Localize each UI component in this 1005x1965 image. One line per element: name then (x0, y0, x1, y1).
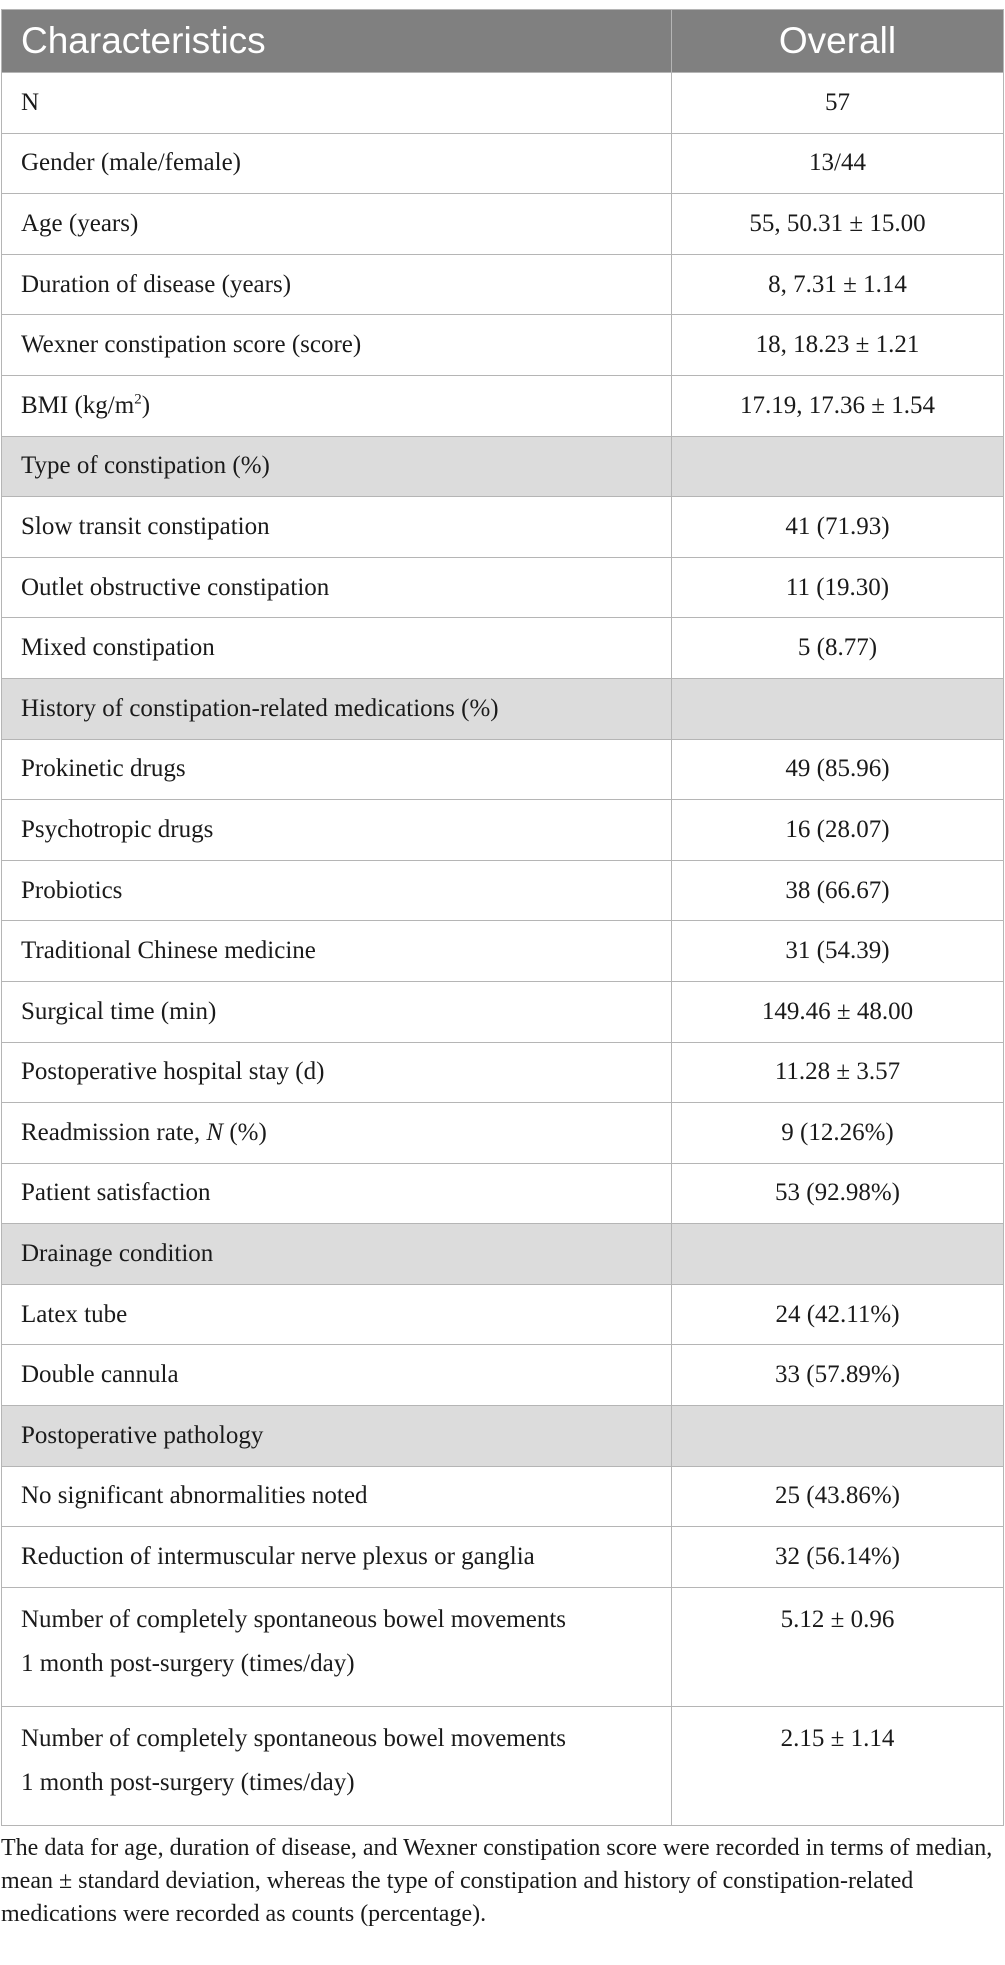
row-value: 32 (56.14%) (672, 1527, 1004, 1588)
row-value: 33 (57.89%) (672, 1345, 1004, 1406)
row-label: Psychotropic drugs (2, 800, 672, 861)
table-row (2, 375, 1004, 436)
table-row (2, 315, 1004, 376)
row-label (2, 1587, 672, 1706)
row-value: 11 (19.30) (672, 557, 1004, 618)
bmi-label-text: BMI (kg/m (21, 391, 135, 419)
table-row (2, 1284, 1004, 1345)
csbm-label-line1: Number of completely spontaneous bowel movements (21, 1724, 567, 1752)
table-row (2, 254, 1004, 315)
characteristics-table (1, 9, 1004, 1826)
header-characteristics: Characteristics (2, 10, 672, 73)
table-row (2, 860, 1004, 921)
section-empty-cell (672, 1224, 1004, 1285)
table-row (2, 1163, 1004, 1224)
row-label: N (2, 73, 672, 134)
bmi-label-superscript: 2 (134, 391, 142, 408)
table-header-row (2, 10, 1004, 73)
row-value: 5.12 ± 0.96 (672, 1587, 1004, 1706)
table-row (2, 739, 1004, 800)
row-label: Mixed constipation (2, 618, 672, 679)
characteristics-table-container (1, 9, 1003, 1826)
row-value: 13/44 (672, 133, 1004, 194)
table-row (2, 133, 1004, 194)
table-row (2, 194, 1004, 255)
table-row (2, 1587, 1004, 1706)
table-row (2, 1103, 1004, 1164)
row-label: Double cannula (2, 1345, 672, 1406)
row-value: 25 (43.86%) (672, 1466, 1004, 1527)
row-label: No significant abnormalities noted (2, 1466, 672, 1527)
readmission-label-text: Readmission rate, (21, 1118, 207, 1146)
row-value: 53 (92.98%) (672, 1163, 1004, 1224)
table-footnote: The data for age, duration of disease, and Wexner constipation score were recorded in terms of median, mean ± standard deviation, whereas the type of constipation and history of constipation-related medications were recorded as counts (percentage). (1, 1835, 993, 1927)
section-label: History of constipation-related medications (%) (2, 678, 672, 739)
bmi-label-close: ) (141, 391, 151, 419)
table-row (2, 921, 1004, 982)
row-label: Gender (male/female) (2, 133, 672, 194)
table-row (2, 981, 1004, 1042)
table-row (2, 557, 1004, 618)
table-row (2, 73, 1004, 134)
section-empty-cell (672, 1406, 1004, 1467)
section-row (2, 436, 1004, 497)
row-value: 2.15 ± 1.14 (672, 1706, 1004, 1825)
table-row (2, 1527, 1004, 1588)
section-label: Type of constipation (%) (2, 436, 672, 497)
table-row (2, 1042, 1004, 1103)
row-value: 17.19, 17.36 ± 1.54 (672, 375, 1004, 436)
row-label: Traditional Chinese medicine (2, 921, 672, 982)
section-empty-cell (672, 678, 1004, 739)
table-row (2, 618, 1004, 679)
row-value: 31 (54.39) (672, 921, 1004, 982)
row-label: Age (years) (2, 194, 672, 255)
row-label: Outlet obstructive constipation (2, 557, 672, 618)
table-row (2, 1345, 1004, 1406)
section-row (2, 678, 1004, 739)
table-row (2, 497, 1004, 558)
row-label: Wexner constipation score (score) (2, 315, 672, 376)
row-value: 57 (672, 73, 1004, 134)
csbm-label-line2: 1 month post-surgery (times/day) (21, 1649, 355, 1677)
row-value: 5 (8.77) (672, 618, 1004, 679)
section-empty-cell (672, 436, 1004, 497)
row-label: Probiotics (2, 860, 672, 921)
header-overall: Overall (672, 10, 1004, 73)
row-label: Postoperative hospital stay (d) (2, 1042, 672, 1103)
row-value: 55, 50.31 ± 15.00 (672, 194, 1004, 255)
section-row (2, 1224, 1004, 1285)
csbm-label-line2: 1 month post-surgery (times/day) (21, 1768, 355, 1796)
row-label (2, 1103, 672, 1164)
table-row (2, 800, 1004, 861)
row-value: 18, 18.23 ± 1.21 (672, 315, 1004, 376)
row-value: 8, 7.31 ± 1.14 (672, 254, 1004, 315)
csbm-label-line1: Number of completely spontaneous bowel movements (21, 1605, 567, 1633)
row-label: Reduction of intermuscular nerve plexus or ganglia (2, 1527, 672, 1588)
row-label (2, 375, 672, 436)
readmission-label-suffix: (%) (223, 1118, 267, 1146)
section-label: Postoperative pathology (2, 1406, 672, 1467)
section-row (2, 1406, 1004, 1467)
row-value: 41 (71.93) (672, 497, 1004, 558)
row-label: Prokinetic drugs (2, 739, 672, 800)
section-label: Drainage condition (2, 1224, 672, 1285)
row-value: 24 (42.11%) (672, 1284, 1004, 1345)
readmission-label-italic: N (206, 1118, 224, 1146)
row-value: 11.28 ± 3.57 (672, 1042, 1004, 1103)
table-row (2, 1466, 1004, 1527)
row-value: 49 (85.96) (672, 739, 1004, 800)
row-label: Patient satisfaction (2, 1163, 672, 1224)
row-label (2, 1706, 672, 1825)
row-label: Duration of disease (years) (2, 254, 672, 315)
row-value: 16 (28.07) (672, 800, 1004, 861)
row-value: 38 (66.67) (672, 860, 1004, 921)
table-row (2, 1706, 1004, 1825)
row-label: Slow transit constipation (2, 497, 672, 558)
row-value: 9 (12.26%) (672, 1103, 1004, 1164)
row-label: Surgical time (min) (2, 981, 672, 1042)
row-value: 149.46 ± 48.00 (672, 981, 1004, 1042)
row-label: Latex tube (2, 1284, 672, 1345)
